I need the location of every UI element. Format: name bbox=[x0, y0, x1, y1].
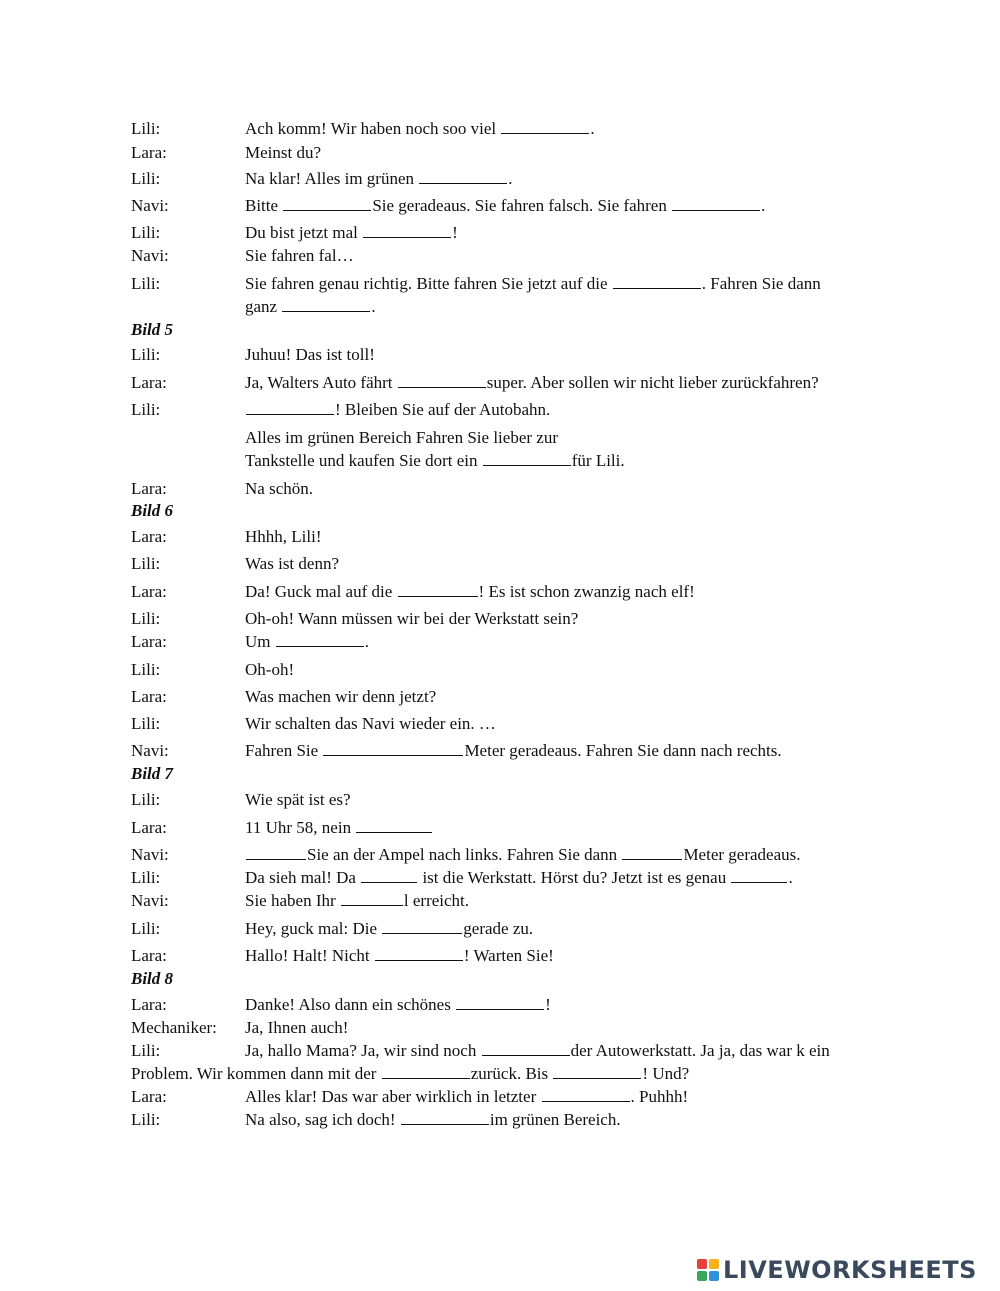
line-text: Ja, Ihnen auch! bbox=[245, 1018, 349, 1037]
line-text: Fahren Sie Meter geradeaus. Fahren Sie dann nach rechts. bbox=[245, 741, 782, 760]
answer-blank[interactable] bbox=[613, 274, 701, 289]
logo-text: LIVEWORKSHEETS bbox=[723, 1256, 977, 1284]
answer-blank[interactable] bbox=[363, 223, 451, 238]
scene-heading: Bild 7 bbox=[131, 764, 174, 783]
line-text: Wir schalten das Navi wieder ein. … bbox=[245, 714, 496, 733]
logo-mark-icon bbox=[697, 1259, 719, 1281]
line-text: ganz . bbox=[245, 297, 376, 316]
answer-blank[interactable] bbox=[246, 400, 334, 415]
answer-blank[interactable] bbox=[553, 1064, 641, 1079]
line-text: Sie fahren genau richtig. Bitte fahren Sie jetzt auf die . Fahren Sie dann bbox=[245, 274, 821, 293]
answer-blank[interactable] bbox=[731, 868, 787, 883]
speaker: Lili: bbox=[131, 660, 161, 679]
line-text: Oh-oh! bbox=[245, 660, 295, 679]
answer-blank[interactable] bbox=[398, 373, 486, 388]
answer-blank[interactable] bbox=[672, 196, 760, 211]
line-text: Wie spät ist es? bbox=[245, 790, 351, 809]
answer-blank[interactable] bbox=[276, 632, 364, 647]
speaker: Lili: bbox=[131, 1110, 161, 1129]
speaker: Lili: bbox=[131, 119, 161, 138]
answer-blank[interactable] bbox=[283, 196, 371, 211]
line-text: Sie haben Ihr l erreicht. bbox=[245, 891, 470, 910]
speaker: Lara: bbox=[131, 995, 167, 1014]
line-text: Was ist denn? bbox=[245, 554, 339, 573]
answer-blank[interactable] bbox=[401, 1110, 489, 1125]
answer-blank[interactable] bbox=[419, 169, 507, 184]
scene-heading: Bild 5 bbox=[131, 320, 174, 339]
line-text: Hey, guck mal: Die gerade zu. bbox=[245, 919, 534, 938]
line-text: Juhuu! Das ist toll! bbox=[245, 345, 375, 364]
line-text: Na klar! Alles im grünen . bbox=[245, 169, 513, 188]
line-text: ! Bleiben Sie auf der Autobahn. bbox=[245, 400, 550, 420]
line-text: Da sieh mal! Da ist die Werkstatt. Hörst du? Jetzt ist es genau . bbox=[245, 868, 793, 887]
speaker: Lili: bbox=[131, 919, 161, 938]
speaker: Lara: bbox=[131, 582, 167, 601]
line-text: Hallo! Halt! Nicht ! Warten Sie! bbox=[245, 946, 554, 965]
speaker: Lara: bbox=[131, 632, 167, 651]
speaker: Lili: bbox=[131, 554, 161, 573]
line-text: Alles klar! Das war aber wirklich in letzter . Puhhh! bbox=[245, 1087, 689, 1106]
speaker: Lili: bbox=[131, 274, 161, 293]
speaker: Lara: bbox=[131, 143, 167, 162]
speaker: Mechaniker: bbox=[131, 1018, 217, 1037]
line-text: Tankstelle und kaufen Sie dort ein für Lili. bbox=[245, 451, 625, 470]
scene-heading: Bild 8 bbox=[131, 969, 174, 988]
line-text: Was machen wir denn jetzt? bbox=[245, 687, 437, 706]
speaker: Lili: bbox=[131, 609, 161, 628]
line-text: Oh-oh! Wann müssen wir bei der Werkstatt sein? bbox=[245, 609, 579, 628]
speaker: Lara: bbox=[131, 527, 167, 546]
line-text: Sie fahren fal… bbox=[245, 246, 354, 265]
answer-blank[interactable] bbox=[375, 946, 463, 961]
line-text: Na also, sag ich doch! im grünen Bereich. bbox=[245, 1110, 621, 1129]
speaker: Lili: bbox=[131, 400, 161, 419]
answer-blank[interactable] bbox=[382, 1064, 470, 1079]
answer-blank[interactable] bbox=[282, 297, 370, 312]
line-text: Ja, hallo Mama? Ja, wir sind noch der Autowerkstatt. Ja ja, das war k ein bbox=[245, 1041, 830, 1060]
speaker: Navi: bbox=[131, 246, 169, 265]
answer-blank[interactable] bbox=[323, 741, 463, 756]
answer-blank[interactable] bbox=[356, 818, 432, 833]
line-text: Danke! Also dann ein schönes ! bbox=[245, 995, 551, 1014]
answer-blank[interactable] bbox=[483, 451, 571, 466]
answer-blank[interactable] bbox=[361, 868, 417, 883]
speaker: Lara: bbox=[131, 1087, 167, 1106]
line-text: Na schön. bbox=[245, 479, 313, 498]
speaker: Lara: bbox=[131, 946, 167, 965]
line-text: 11 Uhr 58, nein bbox=[245, 818, 433, 838]
speaker: Lili: bbox=[131, 868, 161, 887]
speaker: Lili: bbox=[131, 169, 161, 188]
answer-blank[interactable] bbox=[398, 582, 478, 597]
answer-blank[interactable] bbox=[622, 845, 682, 860]
line-text: Du bist jetzt mal ! bbox=[245, 223, 458, 242]
speaker: Navi: bbox=[131, 196, 169, 215]
line-text: Problem. Wir kommen dann mit der zurück. Bis ! Und? bbox=[131, 1064, 690, 1083]
answer-blank[interactable] bbox=[246, 845, 306, 860]
speaker: Lili: bbox=[131, 790, 161, 809]
answer-blank[interactable] bbox=[501, 119, 589, 134]
speaker: Lara: bbox=[131, 479, 167, 498]
speaker: Lili: bbox=[131, 1041, 161, 1060]
speaker: Lili: bbox=[131, 345, 161, 364]
answer-blank[interactable] bbox=[542, 1087, 630, 1102]
speaker: Lara: bbox=[131, 373, 167, 392]
speaker: Navi: bbox=[131, 741, 169, 760]
line-text: Da! Guck mal auf die ! Es ist schon zwanzig nach elf! bbox=[245, 582, 695, 601]
speaker: Navi: bbox=[131, 891, 169, 910]
line-text: Meinst du? bbox=[245, 143, 322, 162]
answer-blank[interactable] bbox=[456, 995, 544, 1010]
speaker: Lara: bbox=[131, 818, 167, 837]
speaker: Lili: bbox=[131, 223, 161, 242]
liveworksheets-logo bbox=[697, 1257, 977, 1283]
speaker: Lili: bbox=[131, 714, 161, 733]
answer-blank[interactable] bbox=[341, 891, 403, 906]
line-text: Ach komm! Wir haben noch soo viel . bbox=[245, 119, 595, 138]
line-text: Alles im grünen Bereich Fahren Sie lieber zur bbox=[245, 428, 558, 447]
speaker: Navi: bbox=[131, 845, 169, 864]
answer-blank[interactable] bbox=[482, 1041, 570, 1056]
line-text: Um . bbox=[245, 632, 369, 651]
scene-heading: Bild 6 bbox=[131, 501, 174, 520]
speaker: Lara: bbox=[131, 687, 167, 706]
line-text: Hhhh, Lili! bbox=[245, 527, 322, 546]
line-text: Ja, Walters Auto fährt super. Aber sollen wir nicht lieber zurückfahren? bbox=[245, 373, 819, 392]
answer-blank[interactable] bbox=[382, 919, 462, 934]
line-text: Sie an der Ampel nach links. Fahren Sie dann Meter geradeaus. bbox=[245, 845, 801, 865]
line-text: Bitte Sie geradeaus. Sie fahren falsch. Sie fahren . bbox=[245, 196, 766, 215]
